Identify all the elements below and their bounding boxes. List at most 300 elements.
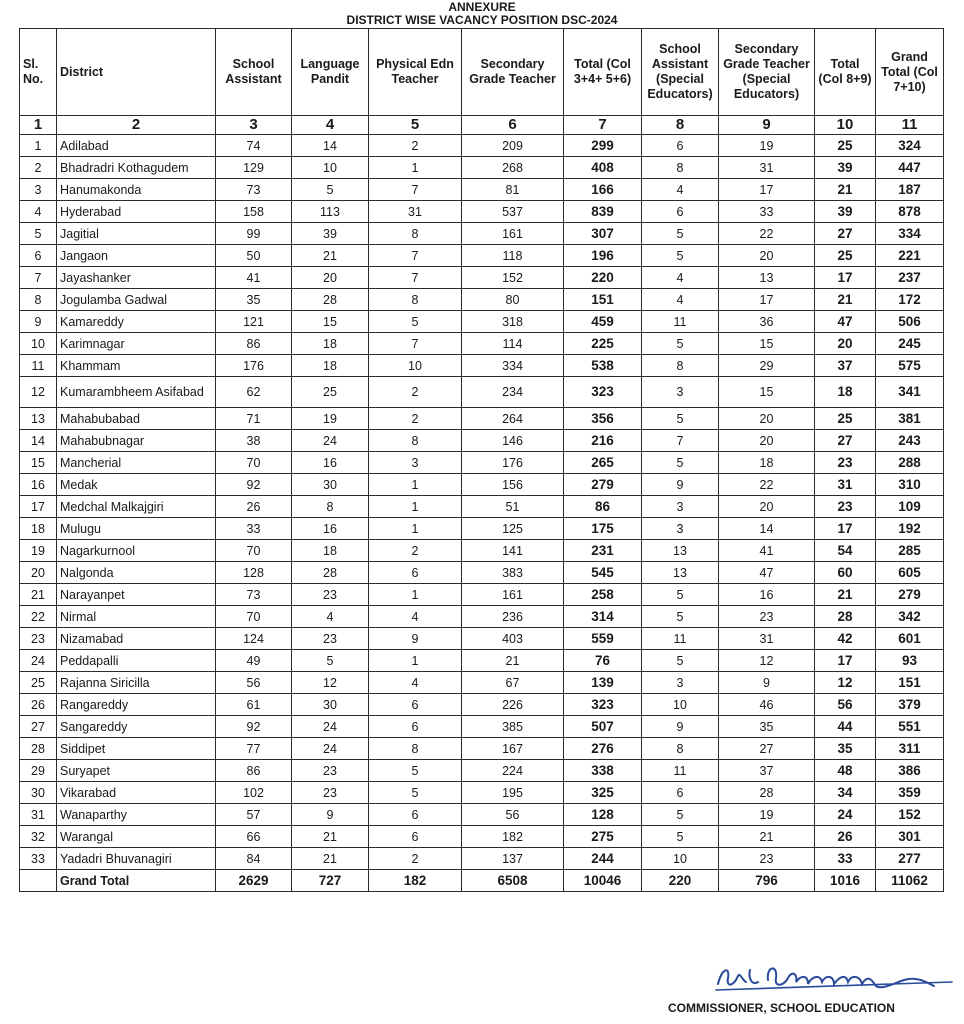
value-cell: 16 <box>292 452 369 474</box>
value-cell: 7 <box>369 179 462 201</box>
value-cell: 92 <box>216 716 292 738</box>
col-header-secondary-grade-teacher: Secondary Grade Teacher <box>462 29 564 116</box>
column-number-cell: 11 <box>876 116 944 135</box>
column-number-cell: 3 <box>216 116 292 135</box>
value-cell: 29 <box>719 355 815 377</box>
serial-number-cell: 33 <box>20 848 57 870</box>
table-row <box>20 179 944 201</box>
value-cell: 276 <box>564 738 642 760</box>
district-name-cell: Hyderabad <box>57 201 216 223</box>
value-cell: 310 <box>876 474 944 496</box>
value-cell: 20 <box>292 267 369 289</box>
value-cell: 39 <box>815 201 876 223</box>
value-cell: 3 <box>642 518 719 540</box>
col-header-sgt-special-educators: Secondary Grade Teacher (Special Educators) <box>719 29 815 116</box>
table-row <box>20 408 944 430</box>
value-cell: 334 <box>876 223 944 245</box>
value-cell: 459 <box>564 311 642 333</box>
value-cell: 42 <box>815 628 876 650</box>
value-cell: 21 <box>462 650 564 672</box>
value-cell: 70 <box>216 452 292 474</box>
serial-number-cell: 24 <box>20 650 57 672</box>
value-cell: 27 <box>815 223 876 245</box>
value-cell: 48 <box>815 760 876 782</box>
value-cell: 4 <box>642 289 719 311</box>
value-cell: 24 <box>292 430 369 452</box>
value-cell: 20 <box>719 245 815 267</box>
value-cell: 182 <box>462 826 564 848</box>
value-cell: 73 <box>216 179 292 201</box>
value-cell: 8 <box>369 223 462 245</box>
col-header-total-special: Total (Col 8+9) <box>815 29 876 116</box>
value-cell: 9 <box>719 672 815 694</box>
district-name-cell: Karimnagar <box>57 333 216 355</box>
value-cell: 237 <box>876 267 944 289</box>
value-cell: 5 <box>642 452 719 474</box>
value-cell: 47 <box>815 311 876 333</box>
value-cell: 195 <box>462 782 564 804</box>
value-cell: 13 <box>642 540 719 562</box>
value-cell: 114 <box>462 333 564 355</box>
value-cell: 6 <box>369 716 462 738</box>
value-cell: 224 <box>462 760 564 782</box>
district-name-cell: Jayashanker <box>57 267 216 289</box>
value-cell: 5 <box>642 804 719 826</box>
value-cell: 1 <box>369 474 462 496</box>
value-cell: 15 <box>719 377 815 408</box>
value-cell: 77 <box>216 738 292 760</box>
value-cell: 12 <box>815 672 876 694</box>
value-cell: 307 <box>564 223 642 245</box>
value-cell: 279 <box>564 474 642 496</box>
annexure-title: ANNEXURE <box>448 0 516 14</box>
value-cell: 60 <box>815 562 876 584</box>
value-cell: 5 <box>369 782 462 804</box>
col-header-sa-special-educators: School Assistant (Special Educators) <box>642 29 719 116</box>
serial-number-cell: 5 <box>20 223 57 245</box>
district-name-cell: Rajanna Siricilla <box>57 672 216 694</box>
value-cell: 5 <box>369 760 462 782</box>
serial-number-cell: 12 <box>20 377 57 408</box>
value-cell: 62 <box>216 377 292 408</box>
value-cell: 5 <box>369 311 462 333</box>
value-cell: 56 <box>216 672 292 694</box>
serial-number-cell: 1 <box>20 135 57 157</box>
value-cell: 356 <box>564 408 642 430</box>
table-row <box>20 311 944 333</box>
grand-total-cell: 727 <box>292 870 369 892</box>
district-name-cell: Mahabubnagar <box>57 430 216 452</box>
serial-number-cell: 6 <box>20 245 57 267</box>
value-cell: 23 <box>292 760 369 782</box>
value-cell: 67 <box>462 672 564 694</box>
value-cell: 379 <box>876 694 944 716</box>
value-cell: 265 <box>564 452 642 474</box>
grand-total-cell: 182 <box>369 870 462 892</box>
value-cell: 6 <box>369 562 462 584</box>
value-cell: 18 <box>292 540 369 562</box>
value-cell: 113 <box>292 201 369 223</box>
column-number-cell: 5 <box>369 116 462 135</box>
value-cell: 23 <box>815 452 876 474</box>
value-cell: 139 <box>564 672 642 694</box>
value-cell: 8 <box>642 738 719 760</box>
serial-number-cell: 19 <box>20 540 57 562</box>
value-cell: 81 <box>462 179 564 201</box>
value-cell: 17 <box>815 650 876 672</box>
grand-total-row <box>20 870 944 892</box>
value-cell: 601 <box>876 628 944 650</box>
table-row <box>20 518 944 540</box>
value-cell: 209 <box>462 135 564 157</box>
value-cell: 19 <box>719 135 815 157</box>
value-cell: 216 <box>564 430 642 452</box>
value-cell: 21 <box>292 826 369 848</box>
value-cell: 11 <box>642 311 719 333</box>
value-cell: 33 <box>815 848 876 870</box>
table-row <box>20 738 944 760</box>
table-row <box>20 606 944 628</box>
col-header-total: Total (Col 3+4+ 5+6) <box>564 29 642 116</box>
value-cell: 359 <box>876 782 944 804</box>
value-cell: 538 <box>564 355 642 377</box>
value-cell: 285 <box>876 540 944 562</box>
value-cell: 44 <box>815 716 876 738</box>
value-cell: 2 <box>369 135 462 157</box>
value-cell: 47 <box>719 562 815 584</box>
value-cell: 3 <box>642 672 719 694</box>
value-cell: 31 <box>815 474 876 496</box>
value-cell: 70 <box>216 606 292 628</box>
value-cell: 24 <box>292 716 369 738</box>
value-cell: 8 <box>369 738 462 760</box>
col-header-school-assistant: School Assistant <box>216 29 292 116</box>
value-cell: 23 <box>292 584 369 606</box>
value-cell: 408 <box>564 157 642 179</box>
table-row <box>20 694 944 716</box>
value-cell: 318 <box>462 311 564 333</box>
value-cell: 10 <box>369 355 462 377</box>
value-cell: 46 <box>719 694 815 716</box>
value-cell: 56 <box>815 694 876 716</box>
value-cell: 196 <box>564 245 642 267</box>
value-cell: 167 <box>462 738 564 760</box>
value-cell: 70 <box>216 540 292 562</box>
district-name-cell: Mulugu <box>57 518 216 540</box>
value-cell: 13 <box>642 562 719 584</box>
value-cell: 33 <box>216 518 292 540</box>
table-row <box>20 135 944 157</box>
value-cell: 17 <box>815 267 876 289</box>
value-cell: 192 <box>876 518 944 540</box>
value-cell: 507 <box>564 716 642 738</box>
value-cell: 20 <box>719 496 815 518</box>
value-cell: 288 <box>876 452 944 474</box>
value-cell: 559 <box>564 628 642 650</box>
value-cell: 25 <box>815 245 876 267</box>
value-cell: 299 <box>564 135 642 157</box>
value-cell: 22 <box>719 474 815 496</box>
table-row <box>20 650 944 672</box>
value-cell: 23 <box>719 848 815 870</box>
column-number-cell: 1 <box>20 116 57 135</box>
value-cell: 4 <box>369 672 462 694</box>
value-cell: 176 <box>216 355 292 377</box>
district-name-cell: Sangareddy <box>57 716 216 738</box>
district-name-cell: Nagarkurnool <box>57 540 216 562</box>
value-cell: 30 <box>292 694 369 716</box>
district-name-cell: Rangareddy <box>57 694 216 716</box>
value-cell: 23 <box>815 496 876 518</box>
serial-number-cell: 14 <box>20 430 57 452</box>
value-cell: 166 <box>564 179 642 201</box>
value-cell: 5 <box>642 223 719 245</box>
value-cell: 37 <box>815 355 876 377</box>
value-cell: 128 <box>564 804 642 826</box>
column-number-cell: 8 <box>642 116 719 135</box>
value-cell: 8 <box>642 157 719 179</box>
value-cell: 6 <box>642 135 719 157</box>
value-cell: 28 <box>292 289 369 311</box>
column-number-cell: 6 <box>462 116 564 135</box>
table-row <box>20 245 944 267</box>
value-cell: 5 <box>642 826 719 848</box>
document-subtitle: DISTRICT WISE VACANCY POSITION DSC-2024 <box>346 13 618 27</box>
value-cell: 2 <box>369 377 462 408</box>
value-cell: 7 <box>369 333 462 355</box>
value-cell: 258 <box>564 584 642 606</box>
value-cell: 28 <box>719 782 815 804</box>
value-cell: 6 <box>369 826 462 848</box>
value-cell: 245 <box>876 333 944 355</box>
value-cell: 15 <box>292 311 369 333</box>
value-cell: 11 <box>642 760 719 782</box>
value-cell: 25 <box>815 408 876 430</box>
value-cell: 26 <box>815 826 876 848</box>
value-cell: 158 <box>216 201 292 223</box>
value-cell: 80 <box>462 289 564 311</box>
value-cell: 125 <box>462 518 564 540</box>
value-cell: 21 <box>292 245 369 267</box>
table-row <box>20 496 944 518</box>
value-cell: 86 <box>216 760 292 782</box>
value-cell: 1 <box>369 584 462 606</box>
value-cell: 74 <box>216 135 292 157</box>
value-cell: 151 <box>564 289 642 311</box>
value-cell: 24 <box>292 738 369 760</box>
district-name-cell: Peddapalli <box>57 650 216 672</box>
value-cell: 11 <box>642 628 719 650</box>
value-cell: 37 <box>719 760 815 782</box>
value-cell: 839 <box>564 201 642 223</box>
value-cell: 878 <box>876 201 944 223</box>
value-cell: 175 <box>564 518 642 540</box>
serial-number-cell: 11 <box>20 355 57 377</box>
value-cell: 301 <box>876 826 944 848</box>
value-cell: 71 <box>216 408 292 430</box>
column-number-cell: 9 <box>719 116 815 135</box>
value-cell: 20 <box>815 333 876 355</box>
district-name-cell: Suryapet <box>57 760 216 782</box>
district-name-cell: Kamareddy <box>57 311 216 333</box>
value-cell: 10 <box>642 694 719 716</box>
value-cell: 31 <box>369 201 462 223</box>
value-cell: 61 <box>216 694 292 716</box>
value-cell: 226 <box>462 694 564 716</box>
district-name-cell: Jogulamba Gadwal <box>57 289 216 311</box>
col-header-grand-total: Grand Total (Col 7+10) <box>876 29 944 116</box>
value-cell: 24 <box>815 804 876 826</box>
value-cell: 39 <box>815 157 876 179</box>
column-number-cell: 2 <box>57 116 216 135</box>
value-cell: 447 <box>876 157 944 179</box>
value-cell: 137 <box>462 848 564 870</box>
value-cell: 314 <box>564 606 642 628</box>
value-cell: 6 <box>369 804 462 826</box>
value-cell: 21 <box>815 179 876 201</box>
value-cell: 33 <box>719 201 815 223</box>
district-name-cell: Mancherial <box>57 452 216 474</box>
value-cell: 8 <box>369 430 462 452</box>
value-cell: 1 <box>369 157 462 179</box>
serial-number-cell: 2 <box>20 157 57 179</box>
value-cell: 10 <box>292 157 369 179</box>
value-cell: 545 <box>564 562 642 584</box>
table-row <box>20 355 944 377</box>
serial-number-cell: 18 <box>20 518 57 540</box>
column-number-cell: 10 <box>815 116 876 135</box>
value-cell: 18 <box>719 452 815 474</box>
value-cell: 21 <box>815 289 876 311</box>
value-cell: 279 <box>876 584 944 606</box>
value-cell: 4 <box>642 179 719 201</box>
serial-number-cell: 20 <box>20 562 57 584</box>
value-cell: 23 <box>292 628 369 650</box>
value-cell: 23 <box>292 782 369 804</box>
value-cell: 8 <box>642 355 719 377</box>
table-row <box>20 672 944 694</box>
value-cell: 9 <box>369 628 462 650</box>
value-cell: 17 <box>719 289 815 311</box>
value-cell: 19 <box>719 804 815 826</box>
value-cell: 381 <box>876 408 944 430</box>
value-cell: 19 <box>292 408 369 430</box>
district-name-cell: Medchal Malkajgiri <box>57 496 216 518</box>
value-cell: 10 <box>642 848 719 870</box>
value-cell: 268 <box>462 157 564 179</box>
value-cell: 56 <box>462 804 564 826</box>
value-cell: 86 <box>564 496 642 518</box>
value-cell: 21 <box>719 826 815 848</box>
value-cell: 28 <box>815 606 876 628</box>
table-row <box>20 716 944 738</box>
signatory-designation: COMMISSIONER, SCHOOL EDUCATION <box>668 1001 895 1015</box>
value-cell: 3 <box>642 377 719 408</box>
value-cell: 244 <box>564 848 642 870</box>
value-cell: 76 <box>564 650 642 672</box>
district-name-cell: Kumarambheem Asifabad <box>57 377 216 408</box>
serial-number-cell: 21 <box>20 584 57 606</box>
value-cell: 4 <box>642 267 719 289</box>
value-cell: 7 <box>369 267 462 289</box>
value-cell: 225 <box>564 333 642 355</box>
value-cell: 234 <box>462 377 564 408</box>
column-number-cell: 7 <box>564 116 642 135</box>
value-cell: 27 <box>815 430 876 452</box>
value-cell: 264 <box>462 408 564 430</box>
table-row <box>20 223 944 245</box>
district-name-cell: Jagitial <box>57 223 216 245</box>
table-row <box>20 333 944 355</box>
col-header-district: District <box>57 29 216 116</box>
table-row <box>20 289 944 311</box>
value-cell: 3 <box>369 452 462 474</box>
value-cell: 93 <box>876 650 944 672</box>
value-cell: 92 <box>216 474 292 496</box>
value-cell: 2 <box>369 540 462 562</box>
value-cell: 151 <box>876 672 944 694</box>
table-row <box>20 562 944 584</box>
value-cell: 14 <box>719 518 815 540</box>
serial-number-cell: 3 <box>20 179 57 201</box>
value-cell: 86 <box>216 333 292 355</box>
column-number-row <box>20 116 944 135</box>
value-cell: 141 <box>462 540 564 562</box>
serial-number-cell: 13 <box>20 408 57 430</box>
value-cell: 152 <box>462 267 564 289</box>
value-cell: 605 <box>876 562 944 584</box>
district-name-cell: Nizamabad <box>57 628 216 650</box>
serial-number-cell: 26 <box>20 694 57 716</box>
grand-total-cell: 6508 <box>462 870 564 892</box>
value-cell: 575 <box>876 355 944 377</box>
value-cell: 54 <box>815 540 876 562</box>
table-row <box>20 804 944 826</box>
value-cell: 22 <box>719 223 815 245</box>
table-row <box>20 628 944 650</box>
value-cell: 16 <box>292 518 369 540</box>
value-cell: 338 <box>564 760 642 782</box>
value-cell: 5 <box>642 650 719 672</box>
table-row <box>20 452 944 474</box>
value-cell: 20 <box>719 408 815 430</box>
table-row <box>20 584 944 606</box>
value-cell: 49 <box>216 650 292 672</box>
value-cell: 36 <box>719 311 815 333</box>
value-cell: 5 <box>642 245 719 267</box>
district-name-cell: Mahabubabad <box>57 408 216 430</box>
value-cell: 1 <box>369 518 462 540</box>
value-cell: 403 <box>462 628 564 650</box>
serial-number-cell: 25 <box>20 672 57 694</box>
value-cell: 99 <box>216 223 292 245</box>
district-name-cell: Vikarabad <box>57 782 216 804</box>
serial-number-cell: 31 <box>20 804 57 826</box>
value-cell: 17 <box>719 179 815 201</box>
commissioner-signature <box>712 960 962 996</box>
serial-number-cell: 15 <box>20 452 57 474</box>
value-cell: 16 <box>719 584 815 606</box>
value-cell: 324 <box>876 135 944 157</box>
grand-total-cell: 796 <box>719 870 815 892</box>
value-cell: 6 <box>369 694 462 716</box>
serial-number-cell: 7 <box>20 267 57 289</box>
value-cell: 325 <box>564 782 642 804</box>
value-cell: 4 <box>292 606 369 628</box>
value-cell: 84 <box>216 848 292 870</box>
serial-number-cell: 29 <box>20 760 57 782</box>
district-name-cell: Siddipet <box>57 738 216 760</box>
